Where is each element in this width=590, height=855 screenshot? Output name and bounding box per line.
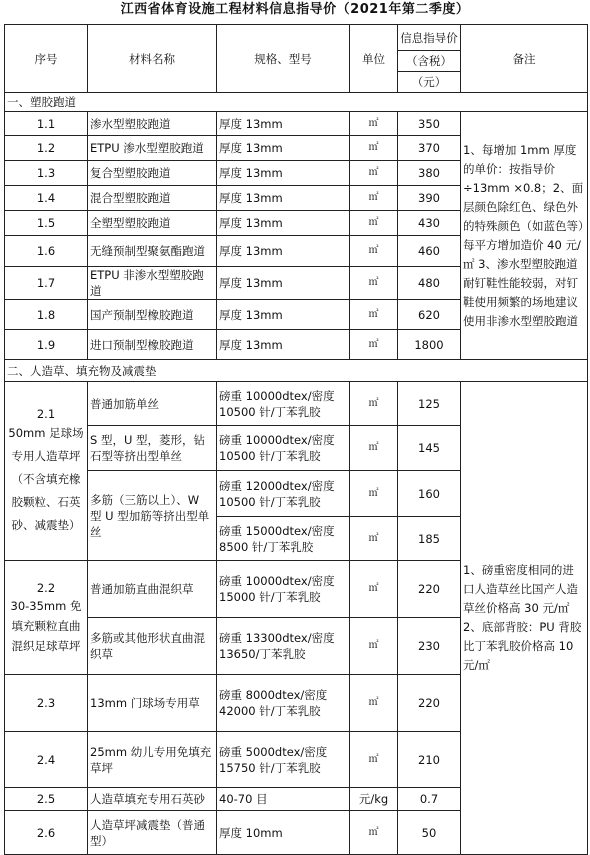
price: 430: [398, 211, 461, 236]
material-name: 13mm 门球场专用草: [88, 675, 217, 732]
spec: 厚度 13mm: [217, 161, 350, 186]
spec: 磅重 10000dtex/密度 10500 针/丁苯乳胶: [217, 426, 350, 471]
unit: ㎡: [350, 300, 398, 330]
price: 480: [398, 267, 461, 300]
spec: 厚度 13mm: [217, 136, 350, 161]
header-price-line3: （元）: [398, 72, 461, 93]
unit: ㎡: [350, 267, 398, 300]
spec: 厚度 13mm: [217, 211, 350, 236]
material-name: ETPU 渗水型塑胶跑道: [88, 136, 217, 161]
item-no: 1.7: [5, 267, 88, 300]
material-name: 国产预制型橡胶跑道: [88, 300, 217, 330]
price: 210: [398, 732, 461, 788]
table-row: [5, 382, 588, 426]
item-no: 2.6: [5, 811, 88, 855]
spec: 厚度 13mm: [217, 300, 350, 330]
remarks-section1: 1、每增加 1mm 厚度的单价：按指导价÷13mm ×0.8；2、面层颜色除红色、绿色外的特殊颜色（如蓝色等）每平方增加造价 40 元/㎡ 3、渗水型塑胶跑道耐钉鞋性能较弱，对钉鞋使用频繁的场地建议使用非渗水型塑胶跑道: [461, 112, 588, 360]
material-name: 混合型塑胶跑道: [88, 186, 217, 211]
material-name: 渗水型塑胶跑道: [88, 112, 217, 136]
material-name: 多筋或其他形状直曲混织草: [88, 618, 217, 675]
item-no: 1.9: [5, 330, 88, 360]
spec: 磅重 10000dtex/密度 10500 针/丁苯乳胶: [217, 382, 350, 426]
spec: 磅重 5000dtex/密度 15750 针/丁苯乳胶: [217, 732, 350, 788]
price: 125: [398, 382, 461, 426]
material-name: 全塑型塑胶跑道: [88, 211, 217, 236]
group-2-2-desc: [5, 561, 88, 675]
remarks-section2: 1、磅重密度相同的进口人造草丝比国产人造草丝价格高 30 元/㎡ 2、底部背胶：PU 背胶比丁苯乳胶价格高 10 元/㎡: [461, 382, 588, 855]
price: 350: [398, 112, 461, 136]
unit: ㎡: [350, 211, 398, 236]
section-title: 一、塑胶跑道: [5, 93, 588, 112]
unit: ㎡: [350, 618, 398, 675]
group-description: 50mm 足球场专用人造草坪（不含填充橡胶颗粒、石英砂、减震垫）: [8, 425, 84, 532]
header-remarks: 备注: [461, 25, 588, 93]
item-no: 2.3: [5, 675, 88, 732]
spec: 厚度 13mm: [217, 186, 350, 211]
price: 380: [398, 161, 461, 186]
document-title: 江西省体育设施工程材料信息指导价（2021年第二季度）: [120, 2, 470, 17]
group-description: 30-35mm 免填充颗粒直曲混织足球草坪: [10, 598, 82, 653]
price: 620: [398, 300, 461, 330]
item-no: 1.8: [5, 300, 88, 330]
unit: ㎡: [350, 382, 398, 426]
price: 185: [398, 517, 461, 561]
item-no: 2.2: [36, 580, 56, 595]
spec: 磅重 12000dtex/密度 10500 针/丁苯乳胶: [217, 471, 350, 517]
unit: 元/kg: [350, 788, 398, 811]
price: 460: [398, 236, 461, 267]
item-no: 1.3: [5, 161, 88, 186]
unit: ㎡: [350, 675, 398, 732]
price-table: [4, 24, 588, 855]
spec: 厚度 13mm: [217, 330, 350, 360]
unit: ㎡: [350, 732, 398, 788]
header-material: 材料名称: [88, 25, 217, 93]
material-name: 人造草填充专用石英砂: [88, 788, 217, 811]
unit: ㎡: [350, 186, 398, 211]
unit: ㎡: [350, 561, 398, 618]
unit: ㎡: [350, 517, 398, 561]
unit: ㎡: [350, 471, 398, 517]
header-spec: 规格、型号: [217, 25, 350, 93]
price: 230: [398, 618, 461, 675]
unit: ㎡: [350, 426, 398, 471]
item-no: 2.4: [5, 732, 88, 788]
section-title: 二、人造草、填充物及减震垫: [5, 360, 588, 382]
unit: ㎡: [350, 236, 398, 267]
section-row: [5, 93, 588, 112]
price: 220: [398, 675, 461, 732]
price: 370: [398, 136, 461, 161]
spec: 磅重 10000dtex/密度 15000 针/丁苯乳胶: [217, 561, 350, 618]
material-name: 普通加筋直曲混织草: [88, 561, 217, 618]
material-name: 人造草坪减震垫（普通型）: [88, 811, 217, 855]
price: 145: [398, 426, 461, 471]
price: 0.7: [398, 788, 461, 811]
item-no: 1.1: [5, 112, 88, 136]
material-name: 进口预制型橡胶跑道: [88, 330, 217, 360]
material-name: 普通加筋单丝: [88, 382, 217, 426]
item-no: 2.1: [36, 406, 56, 421]
table-row: [5, 112, 588, 136]
spec: 厚度 13mm: [217, 112, 350, 136]
header-row: [5, 25, 588, 51]
header-index: 序号: [5, 25, 88, 93]
group-2-1-desc: [5, 382, 88, 561]
unit: ㎡: [350, 161, 398, 186]
material-name: S 型，U 型，菱形，钻石型等挤出型单丝: [88, 426, 217, 471]
item-no: 1.4: [5, 186, 88, 211]
material-name: 25mm 幼儿专用免填充草坪: [88, 732, 217, 788]
spec: 厚度 10mm: [217, 811, 350, 855]
price: 220: [398, 561, 461, 618]
section-row: [5, 360, 588, 382]
spec: 磅重 8000dtex/密度 42000 针/丁苯乳胶: [217, 675, 350, 732]
spec: 厚度 13mm: [217, 236, 350, 267]
unit: ㎡: [350, 330, 398, 360]
price: 50: [398, 811, 461, 855]
material-name: 无缝预制型聚氨酯跑道: [88, 236, 217, 267]
header-price-line1: 信息指导价: [398, 25, 461, 51]
unit: ㎡: [350, 811, 398, 855]
unit: ㎡: [350, 136, 398, 161]
item-no: 1.5: [5, 211, 88, 236]
material-name: 多筋（三筋以上）、W 型 U 型加筋等挤出型单丝: [88, 471, 217, 561]
price: 1800: [398, 330, 461, 360]
header-price-line2: （含税）: [398, 51, 461, 72]
header-unit: 单位: [350, 25, 398, 93]
price: 390: [398, 186, 461, 211]
spec: 磅重 13300dtex/密度 13650/丁苯乳胶: [217, 618, 350, 675]
item-no: 2.5: [5, 788, 88, 811]
item-no: 1.6: [5, 236, 88, 267]
material-name: ETPU 非渗水型塑胶跑道: [88, 267, 217, 300]
spec: 磅重 15000dtex/密度 8500 针/丁苯乳胶: [217, 517, 350, 561]
price: 160: [398, 471, 461, 517]
spec: 厚度 13mm: [217, 267, 350, 300]
spec: 40-70 目: [217, 788, 350, 811]
material-name: 复合型塑胶跑道: [88, 161, 217, 186]
item-no: 1.2: [5, 136, 88, 161]
unit: ㎡: [350, 112, 398, 136]
